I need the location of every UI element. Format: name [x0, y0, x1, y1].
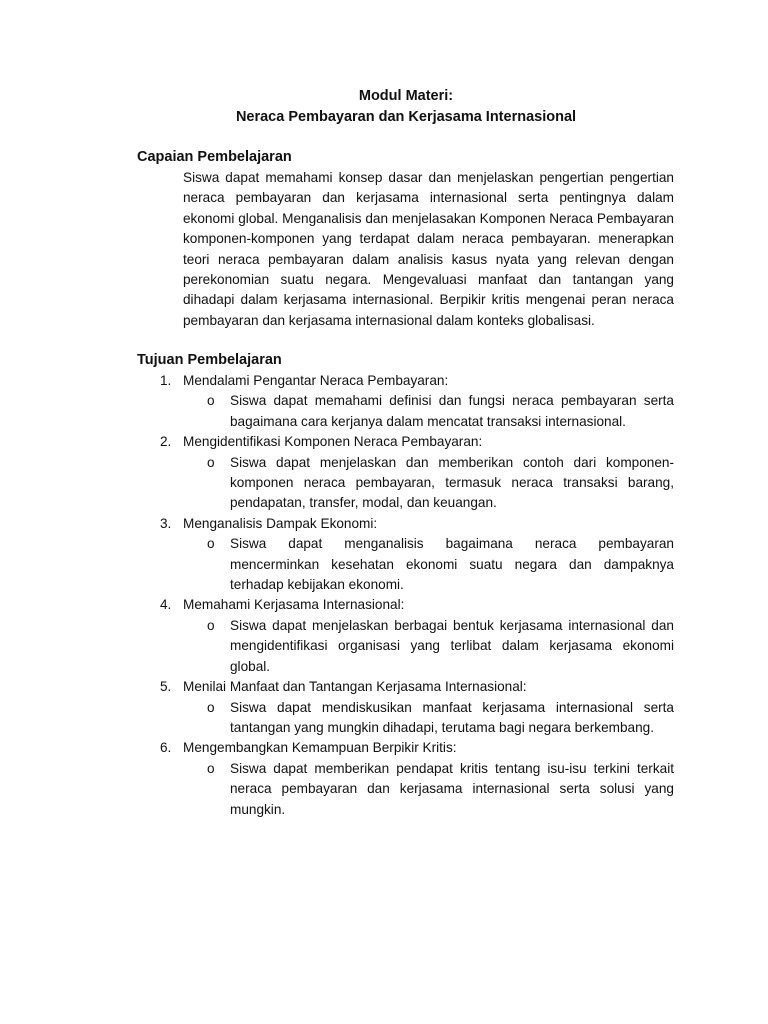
- objective-number: 4.: [160, 597, 172, 613]
- objective-item: [137, 677, 674, 738]
- objective-item: [137, 432, 674, 514]
- objective-number: 6.: [160, 740, 172, 756]
- title-line-1: Modul Materi:: [358, 88, 454, 104]
- objective-sub-list: [183, 759, 674, 820]
- objective-detail-text: Siswa dapat memahami definisi dan fungsi neraca pembayaran serta bagaimana cara kerjanya dalam mencatat transaksi internasional.: [230, 393, 674, 429]
- objective-item: [137, 371, 674, 432]
- objective-title: Memahami Kerjasama Internasional:: [183, 597, 405, 613]
- objective-item: [137, 738, 674, 820]
- objective-number: 3.: [160, 515, 172, 531]
- bullet-icon: o: [207, 760, 215, 776]
- objective-detail-text: Siswa dapat menganalisis bagaimana neraca pembayaran mencerminkan kesehatan ekonomi suatu negara dan dampaknya terhadap kebijakan ekonomi.: [230, 536, 674, 593]
- objective-detail-text: Siswa dapat memberikan pendapat kritis tentang isu-isu terkini terkait neraca pembayaran dan kerjasama internasional serta solusi yang mungkin.: [230, 760, 674, 817]
- objective-detail: [183, 759, 674, 820]
- document-title: [0, 86, 768, 128]
- title-line-2: Neraca Pembayaran dan Kerjasama Internasional: [235, 109, 577, 125]
- objective-number: 5.: [160, 679, 172, 695]
- bullet-icon: o: [207, 617, 215, 633]
- objective-sub-list: [183, 453, 674, 514]
- objective-item: [137, 595, 674, 677]
- objective-detail: [183, 698, 674, 739]
- objective-detail: [183, 453, 674, 514]
- bullet-icon: o: [207, 699, 215, 715]
- objective-detail: [183, 391, 674, 432]
- objective-title: Menilai Manfaat dan Tantangan Kerjasama Internasional:: [183, 679, 527, 695]
- objective-number: 2.: [160, 434, 172, 450]
- objective-sub-list: [183, 616, 674, 677]
- objective-sub-list: [183, 698, 674, 739]
- bullet-icon: o: [207, 536, 215, 552]
- objective-detail: [183, 616, 674, 677]
- objective-detail: [183, 534, 674, 595]
- capaian-paragraph: Siswa dapat memahami konsep dasar dan menjelaskan pengertian pengertian neraca pembayaran dan kerjasama internasional serta pentingnya dalam ekonomi global. Menganalisis dan menjelasakan Komponen Neraca Pembayaran komponen-komponen yang terdapat dalam neraca pembayaran. menerapkan teori neraca pembayaran dalam analisis kasus nyata yang relevan dengan perekonomian suatu negara. Mengevaluasi manfaat dan tantangan yang dihadapi dalam kerjasama internasional. Berpikir kritis mengenai peran neraca pembayaran dan kerjasama internasional dalam konteks globalisasi.: [183, 170, 674, 328]
- tujuan-heading: Tujuan Pembelajaran: [137, 352, 282, 368]
- objective-sub-list: [183, 534, 674, 595]
- objectives-list: [137, 371, 674, 820]
- bullet-icon: o: [207, 393, 215, 409]
- objective-title: Mendalami Pengantar Neraca Pembayaran:: [183, 373, 449, 388]
- objective-sub-list: [183, 391, 674, 432]
- objective-detail-text: Siswa dapat mendiskusikan manfaat kerjasama internasional serta tantangan yang mungkin dihadapi, terutama bagi negara berkembang.: [230, 699, 674, 735]
- objective-number: 1.: [160, 373, 172, 388]
- objective-title: Menganalisis Dampak Ekonomi:: [183, 515, 378, 531]
- objective-item: [137, 514, 674, 596]
- bullet-icon: o: [207, 454, 215, 470]
- objective-title: Mengembangkan Kemampuan Berpikir Kritis:: [183, 740, 457, 756]
- objective-detail-text: Siswa dapat menjelaskan berbagai bentuk kerjasama internasional dan mengidentifikasi organisasi yang terlibat dalam kerjasama ekonomi global.: [230, 617, 674, 674]
- objective-detail-text: Siswa dapat menjelaskan dan memberikan contoh dari komponen-komponen neraca pembayaran, termasuk neraca transaksi barang, pendapatan, transfer, modal, dan keuangan.: [230, 454, 674, 511]
- objective-title: Mengidentifikasi Komponen Neraca Pembayaran:: [183, 434, 483, 450]
- capaian-heading: Capaian Pembelajaran: [137, 149, 292, 165]
